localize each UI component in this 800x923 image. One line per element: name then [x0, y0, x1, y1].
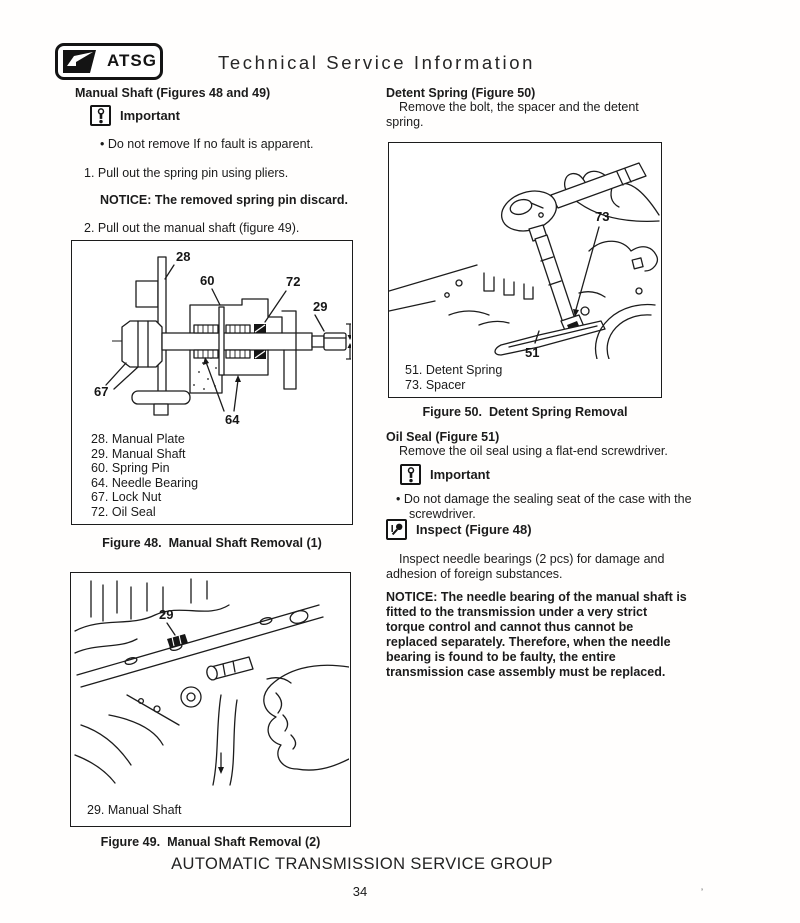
logo-text: ATSG — [107, 51, 157, 71]
footer-org: AUTOMATIC TRANSMISSION SERVICE GROUP — [171, 855, 553, 873]
notice-line: NOTICE: The needle bearing of the manual shaft is — [386, 590, 687, 604]
important-icon — [90, 105, 111, 126]
notice-needle-bearing — [386, 590, 716, 679]
figure-50-caption: Figure 50. Detent Spring Removal — [422, 405, 628, 419]
legend-item: 64. Needle Bearing — [91, 475, 199, 490]
inspect-note — [386, 519, 532, 540]
section-title-oil-seal: Oil Seal (Figure 51) — [386, 430, 500, 444]
legend-item: 67. Lock Nut — [91, 490, 162, 505]
notice-line: bearing is found to be faulty, the entire — [386, 649, 616, 664]
step-2: 2. Pull out the manual shaft (figure 49). — [84, 221, 300, 235]
legend-item: 28. Manual Plate — [91, 432, 185, 446]
figure-50-legend — [405, 363, 502, 392]
legend-item: 29. Manual Shaft — [87, 803, 182, 817]
detent-spring-body: Remove the bolt, the spacer and the detent spring. — [386, 100, 639, 129]
figure-49 — [70, 572, 351, 827]
legend-item: 29. Manual Shaft — [91, 446, 186, 461]
step-1: 1. Pull out the spring pin using pliers. — [84, 166, 289, 180]
fig48-callout-67: 67 — [94, 384, 109, 399]
important-icon — [400, 464, 421, 485]
fig48-callout-28: 28 — [176, 249, 191, 264]
notice-line: replaced separately. Therefore, when the needle — [386, 634, 671, 649]
figure-48 — [71, 240, 353, 525]
legend-item: 73. Spacer — [405, 377, 466, 392]
figure-48-caption: Figure 48. Manual Shaft Removal (1) — [102, 536, 322, 550]
figure-48-drawing — [72, 241, 351, 429]
inspect-magnifier-icon — [386, 519, 407, 540]
figure-50-drawing — [389, 143, 660, 359]
fig48-callout-60: 60 — [200, 273, 215, 288]
figure-49-caption: Figure 49. Manual Shaft Removal (2) — [100, 835, 321, 849]
important-label: Important — [430, 466, 490, 482]
important-label: Important — [120, 107, 180, 123]
fig49-callout-29: 29 — [159, 607, 174, 622]
legend-item: 60. Spring Pin — [91, 461, 170, 476]
important-note-right — [400, 464, 490, 485]
page-number: 34 — [352, 884, 368, 899]
notice-line: fitted to the transmission under a very strict — [386, 604, 648, 619]
scan-artifact: ’ — [701, 887, 703, 897]
figure-50 — [388, 142, 662, 398]
fig48-callout-72: 72 — [286, 274, 301, 289]
legend-item: 51. Detent Spring — [405, 363, 503, 377]
legend-item: 72. Oil Seal — [91, 504, 156, 519]
atsg-logo — [55, 43, 163, 80]
figure-48-legend — [91, 432, 198, 520]
fig50-callout-51: 51 — [525, 345, 540, 359]
section-title-detent-spring: Detent Spring (Figure 50) — [386, 86, 536, 100]
notice-line: transmission case assembly must be replaced. — [386, 664, 666, 679]
fig48-callout-64: 64 — [225, 412, 240, 427]
figure-49-drawing — [71, 573, 349, 797]
figure-49-legend — [87, 803, 182, 818]
important-bullet-left: • Do not remove If no fault is apparent. — [100, 137, 314, 151]
fig50-callout-73: 73 — [595, 209, 610, 224]
important-note-left — [90, 105, 180, 126]
section-title-manual-shaft: Manual Shaft (Figures 48 and 49) — [75, 86, 271, 100]
inspect-label: Inspect (Figure 48) — [416, 521, 532, 537]
page-title: Technical Service Information — [218, 52, 536, 73]
important-bullet-right: • Do not damage the sealing seat of the case with the screwdriver. — [396, 492, 692, 521]
atsg-check-icon — [62, 49, 102, 74]
notice-spring-pin: NOTICE: The removed spring pin discard. — [100, 193, 348, 207]
inspect-body: Inspect needle bearings (2 pcs) for damage and adhesion of foreign substances. — [386, 552, 665, 581]
notice-line: torque control and cannot thus cannot be — [386, 619, 634, 634]
oil-seal-body: Remove the oil seal using a flat-end screwdriver. — [399, 444, 668, 458]
fig48-callout-29: 29 — [313, 299, 328, 314]
